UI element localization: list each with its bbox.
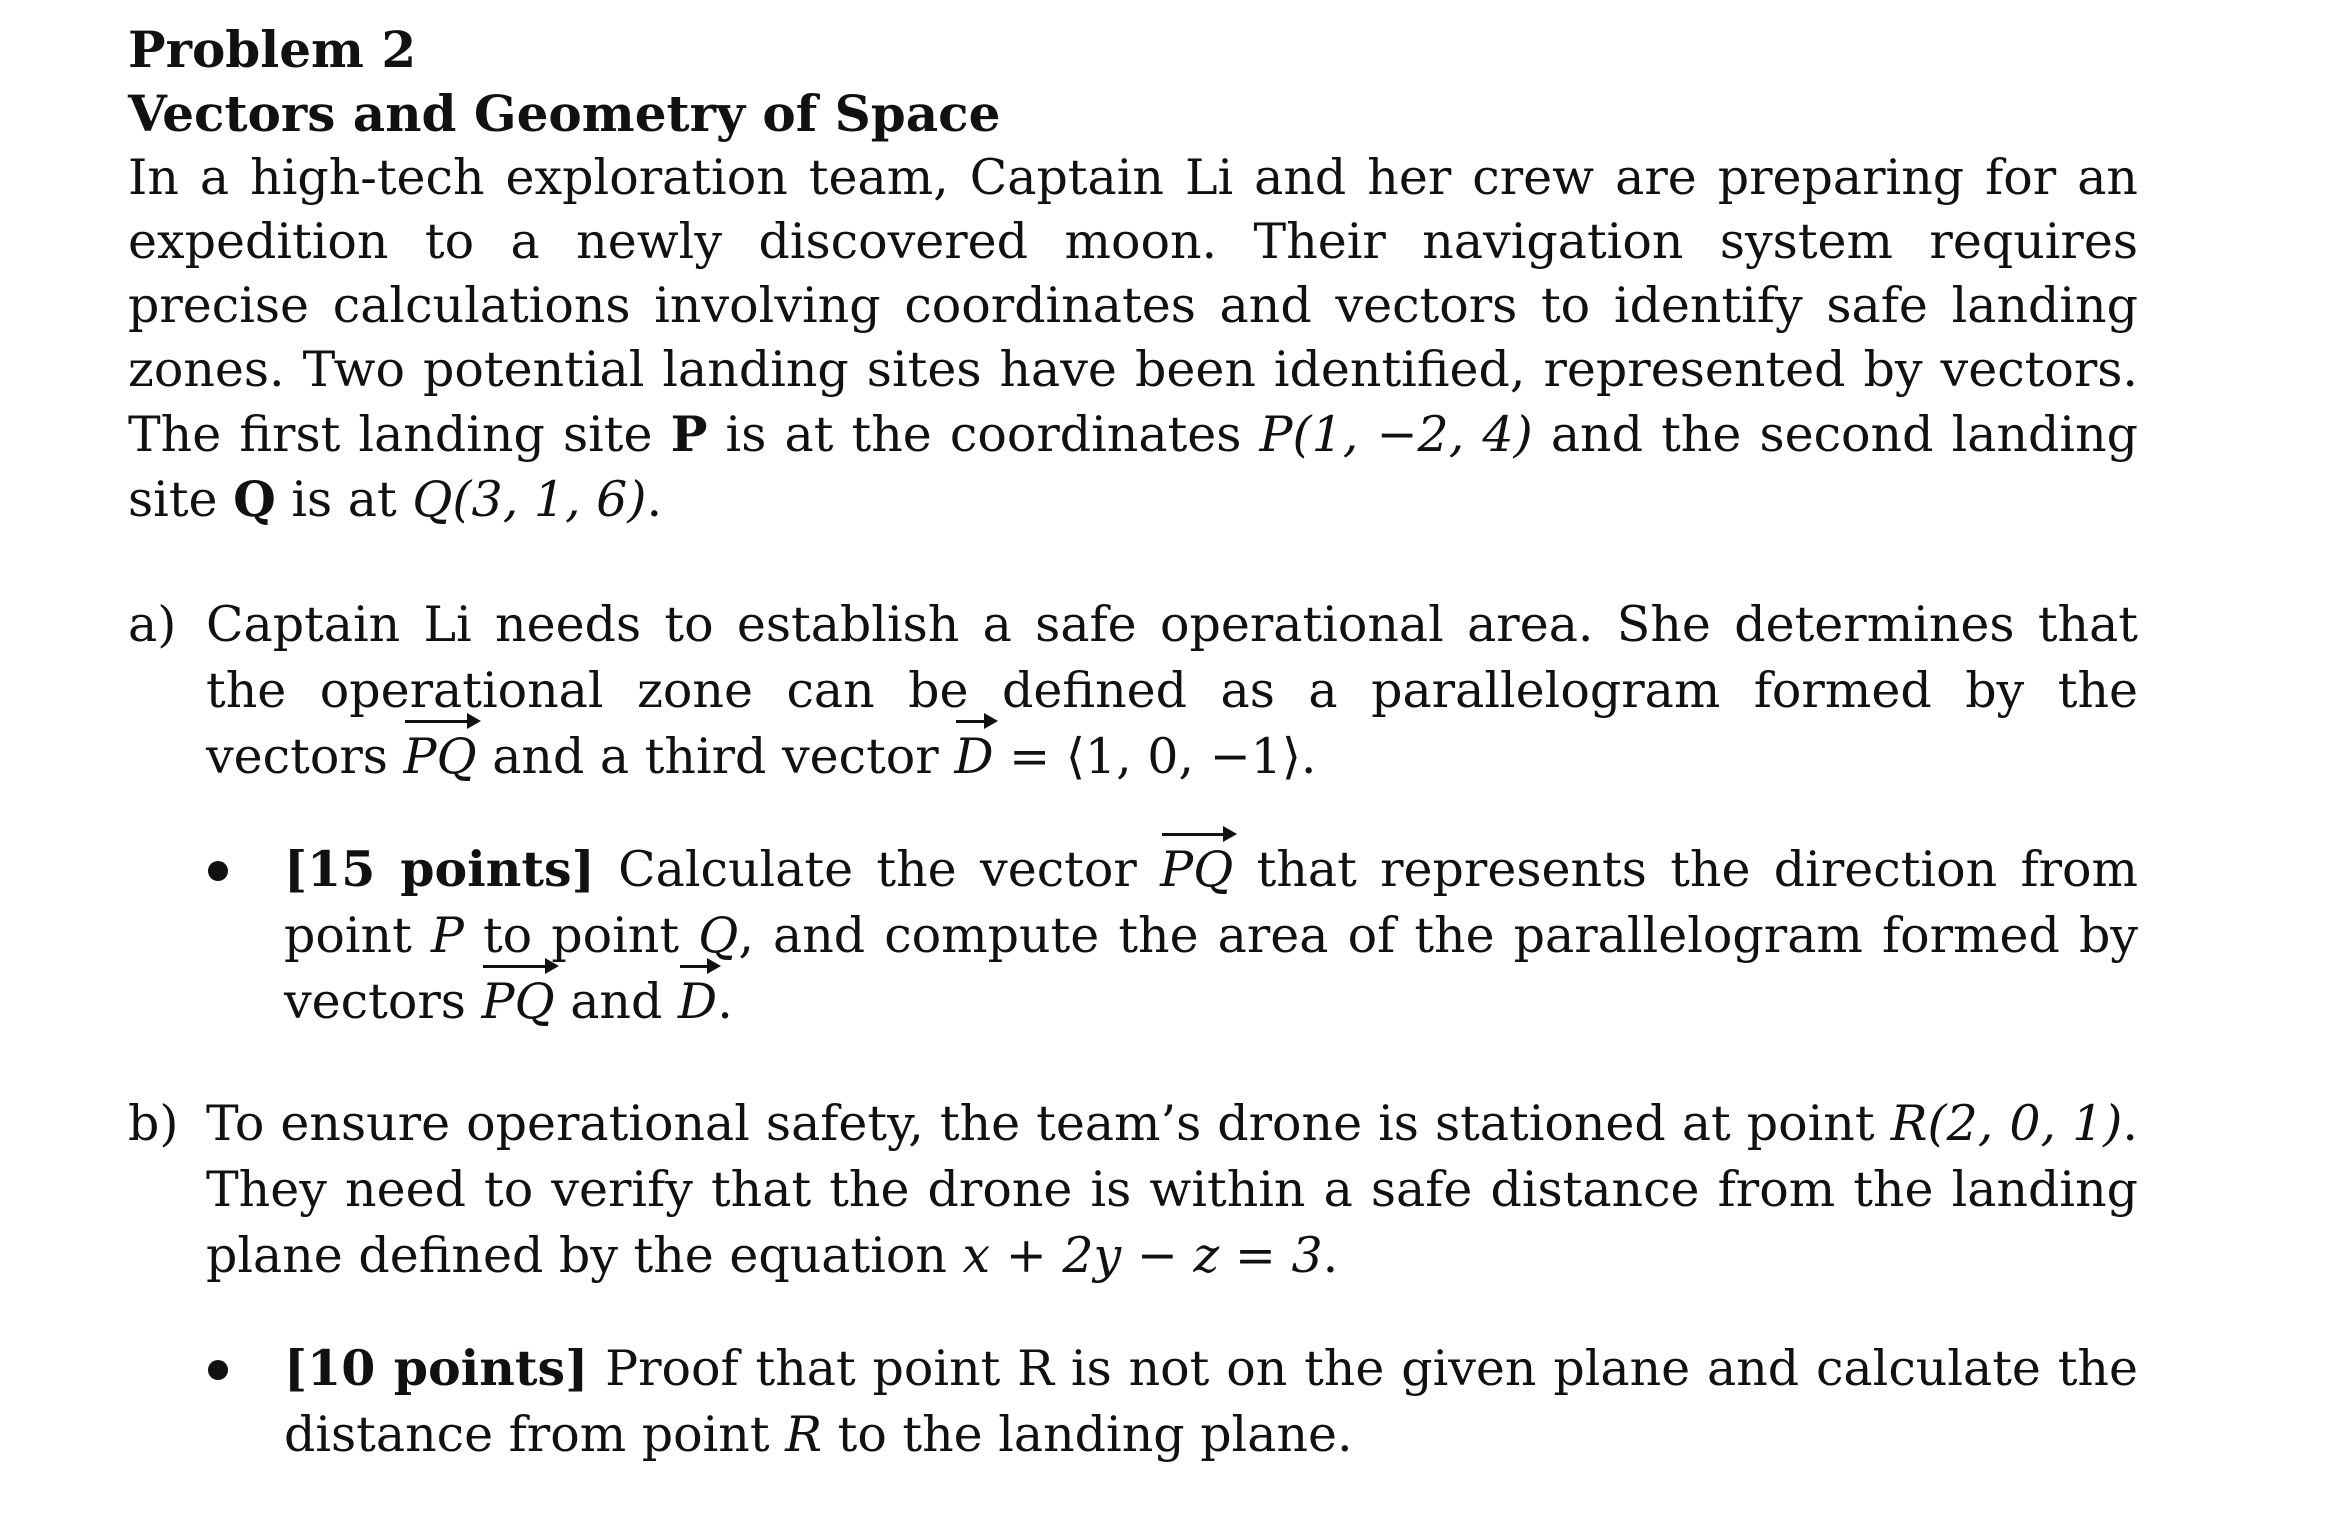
points-badge: [15 points] <box>284 840 595 898</box>
intro-text: is at <box>275 471 413 528</box>
point-q: Q <box>698 907 739 964</box>
plane-equation: x + 2y − z = 3 <box>962 1227 1323 1284</box>
part-a <box>128 592 2138 790</box>
q-coordinates: Q(3, 1, 6) <box>412 471 647 528</box>
task-text: , and compute the area of the parallelogram formed by vectors <box>284 907 2138 1030</box>
part-b-text: . <box>1322 1227 1339 1284</box>
vector-d-value: = ⟨1, 0, −1⟩. <box>993 728 1317 785</box>
task-text: to the landing plane. <box>822 1406 1353 1463</box>
bullet-dot <box>208 861 228 881</box>
bullet-dot <box>208 1360 228 1380</box>
intro-text: and the second landing site <box>128 406 2139 528</box>
point-p: P <box>430 907 464 964</box>
part-a-text: and a third vector <box>476 728 955 785</box>
vector-d: D <box>678 969 717 1035</box>
site-q-label: Q <box>233 470 276 528</box>
task-text: Calculate the vector <box>594 841 1161 898</box>
r-coordinates: R(2, 0, 1) <box>1890 1095 2123 1152</box>
p-coordinates: P(1, −2, 4) <box>1259 406 1533 463</box>
intro-text: In a high-tech exploration team, Captain Li and her crew are preparing for an expedition to a newly discovered moon. Their navigation system requires precise calculations involving coordinates and vectors to identify safe landing zones. Two potential landing sites have been identified, represented by vectors. The first landing site <box>128 149 2138 463</box>
problem-document <box>128 18 2138 1524</box>
vector-d: D <box>954 724 993 790</box>
part-a-label: a) <box>128 596 177 653</box>
intro-text: is at the coordinates <box>707 406 1260 463</box>
part-a-text: Captain Li needs to establish a safe operational area. She determines that the operational zone can be defined as a parallelogram formed by the vectors <box>206 596 2138 785</box>
site-p-label: P <box>670 405 708 463</box>
problem-number: Problem 2 <box>128 20 417 79</box>
task-text: and <box>554 973 678 1030</box>
task-text: Proof that point R is not on the given plane and calculate the distance from point <box>284 1340 2138 1463</box>
problem-intro <box>128 146 2138 532</box>
point-r: R <box>785 1406 823 1463</box>
intro-text: . <box>646 471 663 528</box>
task-text: to point <box>463 907 699 964</box>
part-b-text: . They need to verify that the drone is within a safe distance from the landing plane defined by the equation <box>206 1095 2138 1284</box>
vector-pq: PQ <box>403 724 476 790</box>
part-b-task <box>128 1335 2138 1468</box>
task-text: . <box>717 973 733 1030</box>
part-a-task <box>128 836 2138 1035</box>
vector-pq: PQ <box>481 969 554 1035</box>
part-b-label: b) <box>128 1095 179 1152</box>
points-badge: [10 points] <box>284 1339 589 1397</box>
problem-title: Vectors and Geometry of Space <box>128 84 1001 143</box>
task-text: that represents the direction from point <box>284 841 2138 964</box>
part-b <box>128 1091 2138 1289</box>
part-b-text: To ensure operational safety, the team’s drone is stationed at point <box>206 1095 1891 1152</box>
vector-pq: PQ <box>1160 837 1233 903</box>
